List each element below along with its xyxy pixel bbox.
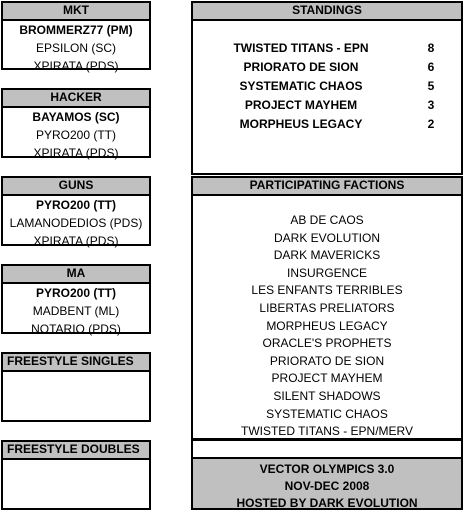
factions-list xyxy=(193,196,461,441)
standings-row xyxy=(193,115,461,134)
ma-box xyxy=(1,264,151,334)
factions-header: PARTICIPATING FACTIONS xyxy=(193,178,461,196)
mkt-box xyxy=(1,1,151,73)
faction-item: ORACLE'S PROPHETS xyxy=(262,336,392,351)
faction-item: LIBERTAS PRELIATORS xyxy=(259,300,395,315)
factions-box xyxy=(191,176,463,440)
freestyle-singles-header: FREESTYLE SINGLES xyxy=(3,354,149,372)
standings-row xyxy=(193,96,461,115)
event-title: VECTOR OLYMPICS 3.0 xyxy=(259,462,395,476)
faction-item: SILENT SHADOWS xyxy=(273,388,381,403)
event-info-panel xyxy=(193,457,461,508)
freestyle-doubles-header: FREESTYLE DOUBLES xyxy=(3,442,149,460)
mkt-header: MKT xyxy=(3,3,149,21)
faction-item: PROJECT MAYHEM xyxy=(271,371,383,386)
mkt-entry-1: BROMMERZ77 (PM) xyxy=(19,23,133,37)
standings-team: TWISTED TITANS - EPN xyxy=(233,41,369,55)
hacker-entry-2: PYRO200 (TT) xyxy=(35,128,116,142)
ma-header: MA xyxy=(3,266,149,284)
hacker-box xyxy=(1,88,151,158)
guns-entry-1: PYRO200 (TT) xyxy=(35,198,116,212)
event-info-box xyxy=(191,439,463,510)
faction-item: AB DE CAOS xyxy=(290,213,364,227)
freestyle-doubles-box xyxy=(1,440,151,510)
guns-entry-3: XPIRATA (PDS) xyxy=(33,234,119,248)
event-host: HOSTED BY DARK EVOLUTION xyxy=(236,496,418,510)
faction-item: PRIORATO DE SION xyxy=(269,353,385,368)
guns-entry-2: LAMANODEDIOS (PDS) xyxy=(9,216,143,230)
mkt-entry-2: EPSILON (SC) xyxy=(35,41,116,55)
standings-box xyxy=(191,1,463,175)
standings-team: SYSTEMATIC CHAOS xyxy=(239,79,363,93)
standings-list xyxy=(193,21,461,134)
freestyle-singles-box xyxy=(1,352,151,422)
hacker-header: HACKER xyxy=(3,90,149,108)
faction-item: DARK EVOLUTION xyxy=(273,230,381,245)
guns-header: GUNS xyxy=(3,178,149,196)
faction-item: SYSTEMATIC CHAOS xyxy=(266,406,388,421)
standings-header: STANDINGS xyxy=(193,3,461,21)
standings-row xyxy=(193,39,461,58)
standings-points: 5 xyxy=(427,79,435,93)
faction-item: LES ENFANTS TERRIBLES xyxy=(251,283,403,298)
faction-item: DARK MAVERICKS xyxy=(273,248,381,263)
standings-row xyxy=(193,58,461,77)
ma-entry-3: NOTARIO (PDS) xyxy=(31,322,121,336)
ma-entry-1: PYRO200 (TT) xyxy=(35,286,116,300)
standings-points: 3 xyxy=(427,98,435,112)
standings-points: 8 xyxy=(427,41,435,55)
faction-item: INSURGENCE xyxy=(286,265,367,280)
faction-item: TWISTED TITANS - EPN/MERV xyxy=(240,424,413,439)
hacker-entry-1: BAYAMOS (SC) xyxy=(32,110,120,124)
guns-box xyxy=(1,176,151,246)
standings-team: PROJECT MAYHEM xyxy=(244,98,358,112)
standings-points: 6 xyxy=(427,60,435,74)
faction-item: MORPHEUS LEGACY xyxy=(266,318,388,333)
hacker-entry-3: XPIRATA (PDS) xyxy=(33,146,119,160)
standings-team: PRIORATO DE SION xyxy=(243,60,359,74)
mkt-entry-3: XPIRATA (PDS) xyxy=(33,59,119,73)
standings-team: MORPHEUS LEGACY xyxy=(239,117,363,131)
standings-row xyxy=(193,77,461,96)
standings-points: 2 xyxy=(427,117,435,131)
event-dates: NOV-DEC 2008 xyxy=(284,479,370,493)
ma-entry-2: MADBENT (ML) xyxy=(32,304,120,318)
